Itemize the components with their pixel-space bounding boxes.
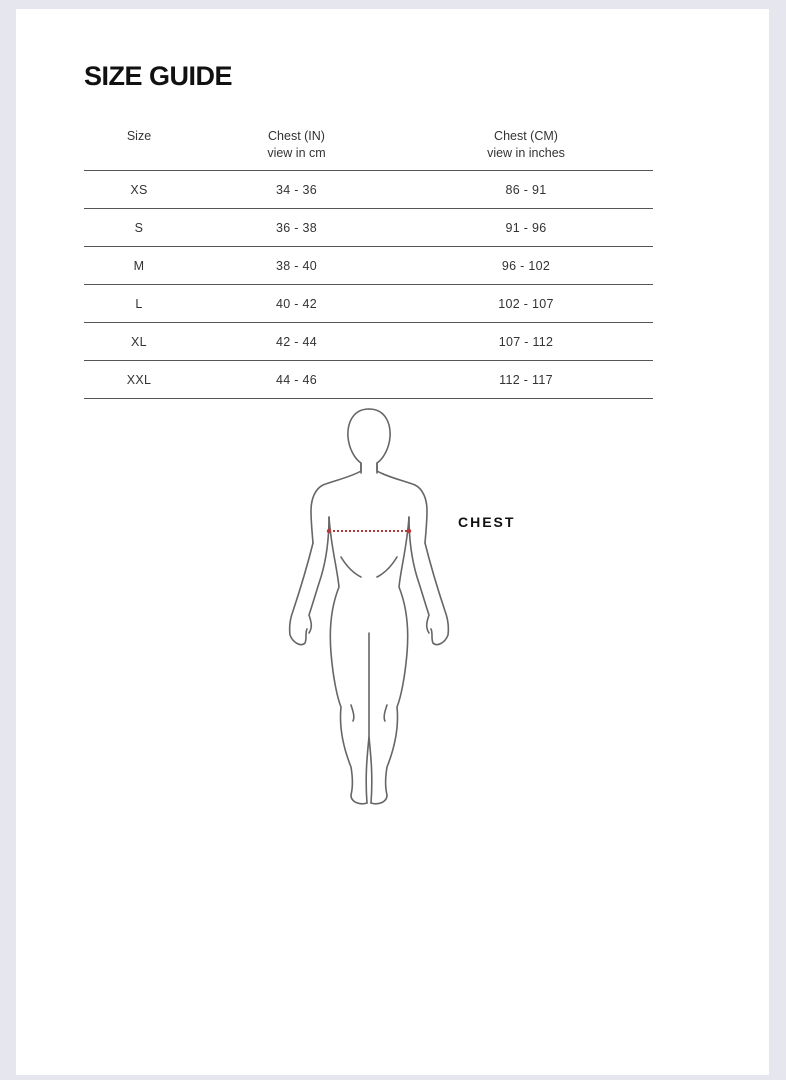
size-cell: M xyxy=(133,258,145,273)
size-cell: L xyxy=(135,296,143,311)
table-row xyxy=(84,171,653,209)
chest-cm-cell: 102 - 107 xyxy=(498,296,554,311)
header-chest-in-label: Chest (IN) xyxy=(268,129,325,143)
size-cell: S xyxy=(134,220,144,235)
size-cell: XL xyxy=(131,334,147,349)
header-chest-in xyxy=(194,124,399,170)
view-in-cm-link[interactable]: view in cm xyxy=(267,146,326,160)
table-row xyxy=(84,361,653,399)
chest-in-cell: 34 - 36 xyxy=(275,182,318,197)
table-row xyxy=(84,323,653,361)
chest-in-cell: 42 - 44 xyxy=(275,334,318,349)
header-size-label: Size xyxy=(126,129,152,143)
chest-label: CHEST xyxy=(458,514,516,530)
page-title: SIZE GUIDE xyxy=(84,61,233,91)
table-row xyxy=(84,247,653,285)
size-guide-sheet xyxy=(16,9,769,1075)
chest-in-cell: 40 - 42 xyxy=(275,296,318,311)
chest-cm-cell: 91 - 96 xyxy=(505,220,547,235)
table-header xyxy=(84,124,653,171)
chest-cm-cell: 86 - 91 xyxy=(505,182,547,197)
header-chest-cm-label: Chest (CM) xyxy=(494,129,558,143)
view-in-inches-link[interactable]: view in inches xyxy=(487,146,565,160)
chest-cm-cell: 112 - 117 xyxy=(499,372,553,387)
chest-in-cell: 44 - 46 xyxy=(275,372,318,387)
header-chest-cm xyxy=(399,124,653,170)
chest-measure-line xyxy=(327,529,411,533)
size-cell: XS xyxy=(130,182,148,197)
header-size xyxy=(84,124,194,170)
size-table xyxy=(84,124,653,399)
body-outline-illustration xyxy=(281,407,461,807)
chest-cm-cell: 96 - 102 xyxy=(501,258,551,273)
size-cell: XXL xyxy=(126,372,152,387)
chest-in-cell: 36 - 38 xyxy=(275,220,318,235)
chest-cm-cell: 107 - 112 xyxy=(498,334,554,349)
table-row xyxy=(84,209,653,247)
table-row xyxy=(84,285,653,323)
chest-in-cell: 38 - 40 xyxy=(275,258,318,273)
